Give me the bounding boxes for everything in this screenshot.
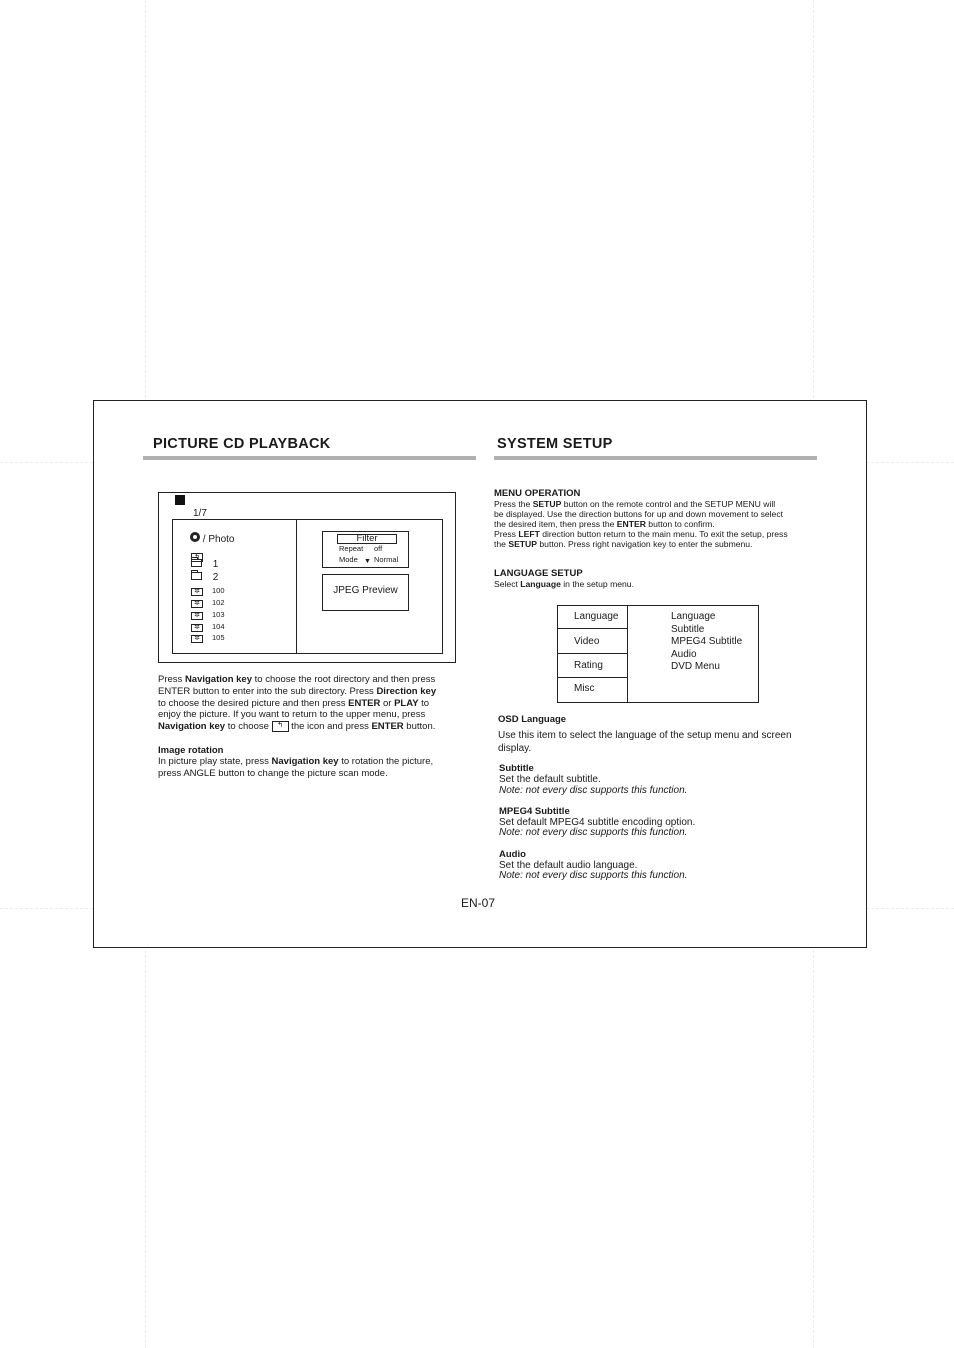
image-icon: ✲ [191, 624, 203, 632]
file-counter: 1/7 [193, 508, 207, 519]
folder-entry[interactable] [191, 572, 218, 584]
file-entry[interactable] [191, 610, 225, 620]
folder-label: 2 [212, 572, 219, 583]
navigation-paragraph: Press Navigation key to choose the root directory and then press ENTER button to enter into the sub directory. Press Direction key to choose the desired picture and then press ENTER or PLAY to enjoy the picture. If you want to return to the upper menu, press Navigation key to choose ↰ the icon and press ENTER button. [158, 674, 437, 733]
folder-label: 1 [212, 559, 219, 570]
subtitle-heading: Subtitle [499, 763, 534, 774]
dropdown-arrow-icon[interactable]: ▼ [364, 558, 371, 565]
file-entry[interactable] [191, 633, 225, 643]
image-icon: ✲ [191, 588, 203, 596]
panel-divider [296, 519, 297, 654]
image-icon: ✲ [191, 635, 203, 643]
submenu-item[interactable]: Language [671, 611, 716, 622]
root-label: / Photo [202, 534, 235, 545]
audio-note: Note: not every disc supports this function. [499, 870, 688, 881]
mpeg4-subtitle-heading: MPEG4 Subtitle [499, 806, 570, 817]
folder-icon [191, 572, 202, 580]
image-icon: ✲ [191, 612, 203, 620]
menu-item-rating[interactable]: Rating [558, 654, 628, 678]
filter-title: Filter [356, 533, 378, 544]
audio-heading: Audio [499, 849, 526, 860]
setup-menu [557, 605, 759, 703]
language-setup-heading: LANGUAGE SETUP [494, 568, 583, 579]
title-rule [143, 456, 476, 460]
mode-value: Normal [374, 555, 399, 564]
menu-operation-heading: MENU OPERATION [494, 488, 581, 499]
audio-text: Set the default audio language. [499, 860, 638, 871]
mode-label: Mode [339, 555, 358, 564]
up-folder-icon: ↰ [191, 553, 203, 562]
jpeg-preview-label: JPEG Preview [333, 585, 398, 596]
image-rotation-text: In picture play state, press Navigation key to rotation the picture, press ANGLE button to change the picture scan mode. [158, 756, 434, 779]
stop-icon [175, 495, 185, 505]
language-setup-text: Select Language in the setup menu. [494, 579, 634, 589]
osd-language-text: Use this item to select the language of the setup menu and screen display. [498, 730, 792, 754]
mpeg4-subtitle-note: Note: not every disc supports this function. [499, 827, 688, 838]
repeat-label: Repeat [339, 544, 364, 553]
submenu-item[interactable]: MPEG4 Subtitle [671, 636, 743, 648]
mpeg4-subtitle-text: Set default MPEG4 subtitle encoding option. [499, 817, 696, 828]
disc-icon [190, 532, 200, 542]
subtitle-note: Note: not every disc supports this function. [499, 785, 688, 796]
menu-item-video[interactable]: Video [558, 629, 628, 654]
file-entry[interactable] [191, 586, 225, 596]
page-number: EN-07 [461, 896, 496, 910]
image-rotation-heading: Image rotation [158, 745, 224, 756]
file-label: 105 [212, 633, 225, 642]
system-setup-title: SYSTEM SETUP [497, 436, 613, 452]
file-entry[interactable] [191, 622, 225, 632]
image-icon: ✲ [191, 600, 203, 608]
up-folder-icon: ↰ [272, 721, 289, 732]
file-entry[interactable] [191, 598, 225, 608]
file-label: 103 [212, 610, 225, 619]
repeat-value: off [374, 544, 383, 553]
menu-item-language[interactable]: Language [558, 606, 628, 629]
language-submenu [671, 611, 742, 674]
picture-cd-title: PICTURE CD PLAYBACK [153, 436, 331, 452]
subtitle-text: Set the default subtitle. [499, 774, 601, 785]
osd-language-heading: OSD Language [498, 714, 567, 725]
submenu-item[interactable]: Subtitle [671, 623, 705, 635]
title-rule [494, 456, 817, 460]
submenu-item[interactable]: DVD Menu [671, 661, 720, 673]
menu-operation-text: Press the SETUP button on the remote control and the SETUP MENU will be displayed. Use the direction buttons for up and down movement to select the desired item, then press the ENTER button to confirm. Press LEFT direction button return to the main menu. To exit the setup, press the SETUP button. Press right navigation key to enter the submenu. [494, 499, 788, 549]
folder-icon [191, 559, 202, 567]
menu-item-misc[interactable]: Misc [558, 678, 628, 703]
root-entry[interactable] [190, 532, 234, 546]
file-label: 100 [212, 586, 225, 595]
submenu-item[interactable]: Audio [671, 648, 697, 660]
file-label: 102 [212, 598, 225, 607]
file-label: 104 [212, 622, 225, 631]
